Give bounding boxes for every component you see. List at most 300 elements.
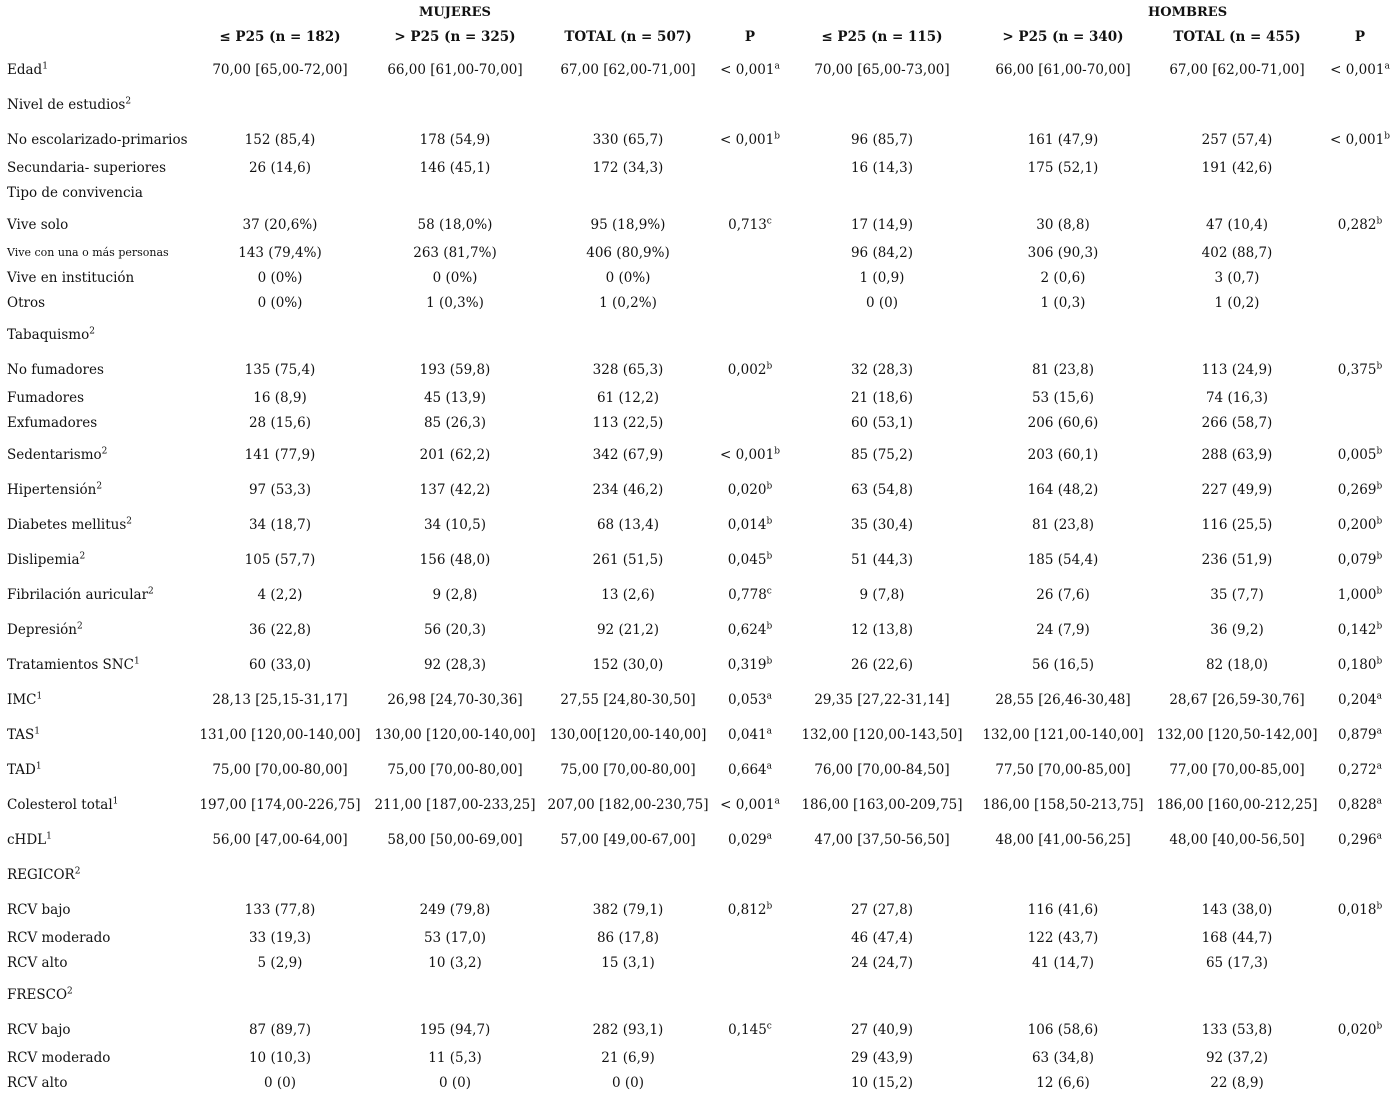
cell-value: 36 (9,2)	[1210, 621, 1264, 638]
value-cell	[542, 1070, 714, 1095]
table-row	[0, 350, 1394, 385]
cell-value: 2 (0,6)	[1040, 269, 1086, 286]
value-cell	[978, 820, 1148, 855]
row-label	[0, 240, 192, 265]
cell-value: 161 (47,9)	[1027, 131, 1099, 148]
row-label	[0, 85, 192, 120]
row-label	[0, 1070, 192, 1095]
table-row	[0, 385, 1394, 410]
p-value-cell	[1326, 435, 1394, 470]
value-cell	[542, 890, 714, 925]
cell-value: 28,67 [26,59-30,76]	[1169, 691, 1305, 708]
row-label-text: Tratamientos SNC	[7, 656, 134, 673]
cell-value: 282 (93,1)	[592, 1021, 664, 1038]
cell-value: 85 (26,3)	[423, 414, 487, 431]
cell-value: 197,00 [174,00-226,75]	[199, 796, 361, 813]
footnote-marker: 1	[46, 831, 52, 841]
value-cell	[542, 610, 714, 645]
cell-value: 113 (24,9)	[1201, 361, 1273, 378]
footnote-marker: 2	[76, 621, 83, 631]
value-cell	[786, 715, 978, 750]
footnote-marker: 2	[126, 516, 132, 526]
value-cell	[1148, 410, 1326, 435]
cell-value: 65 (17,3)	[1205, 954, 1269, 971]
cell-value: 26 (7,6)	[1036, 586, 1090, 603]
p-value-cell	[1326, 715, 1394, 750]
table-row	[0, 180, 1394, 205]
value-cell	[368, 385, 542, 410]
cell-value: 13 (2,6)	[601, 586, 655, 603]
p-value: 0,142	[1337, 621, 1377, 638]
cell-value: 0 (0%)	[257, 269, 303, 286]
test-marker: b	[1376, 621, 1383, 631]
cell-value: 10 (15,2)	[850, 1074, 914, 1091]
value-cell	[192, 85, 368, 120]
value-cell	[1148, 1010, 1326, 1045]
value-cell	[978, 470, 1148, 505]
value-cell	[1148, 785, 1326, 820]
p-value-cell	[714, 205, 786, 240]
value-cell	[786, 925, 978, 950]
value-cell	[368, 820, 542, 855]
cell-value: 288 (63,9)	[1201, 446, 1273, 463]
row-label-text: Dislipemia	[7, 551, 80, 568]
p-value-cell	[714, 750, 786, 785]
cell-value: 211,00 [187,00-233,25]	[374, 796, 536, 813]
value-cell	[1148, 1070, 1326, 1095]
cell-value: 85 (75,2)	[850, 446, 914, 463]
p-value-cell	[1326, 1010, 1394, 1045]
value-cell	[786, 435, 978, 470]
value-cell	[192, 785, 368, 820]
p-value: < 0,001	[720, 61, 775, 78]
p-value: 0,778	[728, 586, 767, 603]
value-cell	[368, 950, 542, 975]
value-cell	[368, 50, 542, 85]
test-marker: b	[1376, 656, 1383, 666]
cell-value: 4 (2,2)	[257, 586, 303, 603]
value-cell	[786, 315, 978, 350]
cell-value: 41 (14,7)	[1031, 954, 1095, 971]
footnote-marker: 1	[112, 796, 119, 806]
p-value: 0,041	[727, 726, 767, 743]
value-cell	[368, 575, 542, 610]
cell-value: 132,00 [120,00-143,50]	[801, 726, 963, 743]
test-marker: b	[774, 131, 781, 141]
cell-value: 28,55 [26,46-30,48]	[995, 691, 1131, 708]
p-value-cell	[1326, 505, 1394, 540]
p-value-cell	[1326, 85, 1394, 120]
cell-value: 306 (90,3)	[1027, 244, 1099, 261]
cell-value: 137 (42,2)	[419, 481, 491, 498]
value-cell	[786, 680, 978, 715]
row-label	[0, 890, 192, 925]
value-cell	[1148, 575, 1326, 610]
value-cell	[542, 470, 714, 505]
value-cell	[1148, 950, 1326, 975]
value-cell	[368, 315, 542, 350]
value-cell	[368, 540, 542, 575]
test-marker: b	[1376, 481, 1383, 491]
value-cell	[786, 205, 978, 240]
value-cell	[542, 385, 714, 410]
cell-value: 17 (14,9)	[850, 216, 914, 233]
row-label	[0, 715, 192, 750]
p-value: 1,000	[1337, 586, 1377, 603]
cell-value: 34 (18,7)	[248, 516, 312, 533]
row-label	[0, 505, 192, 540]
cell-value: 201 (62,2)	[419, 446, 491, 463]
p-value-cell	[1326, 1070, 1394, 1095]
cell-value: 29 (43,9)	[850, 1049, 914, 1066]
value-cell	[542, 575, 714, 610]
value-cell	[978, 155, 1148, 180]
footnote-marker: 2	[79, 551, 86, 561]
footnote-marker: 1	[133, 656, 140, 666]
cell-value: 249 (79,8)	[419, 901, 491, 918]
footnote-marker: 2	[74, 866, 81, 876]
value-cell	[368, 435, 542, 470]
row-label	[0, 975, 192, 1010]
value-cell	[1148, 315, 1326, 350]
value-cell	[786, 50, 978, 85]
footnote-marker: 2	[96, 481, 103, 491]
cell-value: 0 (0%)	[257, 294, 303, 311]
cell-value: 60 (53,1)	[850, 414, 914, 431]
cell-value: 70,00 [65,00-73,00]	[814, 61, 950, 78]
p-value: 0,272	[1337, 761, 1377, 778]
row-label	[0, 180, 192, 205]
cell-value: 1 (0,2)	[1214, 294, 1260, 311]
value-cell	[192, 290, 368, 315]
value-cell	[1148, 505, 1326, 540]
table-row	[0, 85, 1394, 120]
p-value-cell	[1326, 265, 1394, 290]
test-marker: a	[766, 761, 773, 771]
cell-value: 24 (7,9)	[1036, 621, 1090, 638]
footnote-marker: 1	[42, 61, 48, 71]
cell-value: 10 (3,2)	[428, 954, 482, 971]
cell-value: 16 (14,3)	[850, 159, 914, 176]
cell-value: 26 (14,6)	[248, 159, 312, 176]
cell-value: 195 (94,7)	[419, 1021, 491, 1038]
cell-value: 146 (45,1)	[419, 159, 491, 176]
cell-value: 21 (18,6)	[850, 389, 914, 406]
cell-value: 0 (0)	[611, 1074, 644, 1091]
test-marker: a	[774, 61, 780, 71]
p-value: 0,002	[727, 361, 767, 378]
value-cell	[978, 290, 1148, 315]
value-cell	[978, 240, 1148, 265]
value-cell	[786, 610, 978, 645]
table-row	[0, 155, 1394, 180]
p-value: 0,375	[1337, 361, 1377, 378]
cell-value: 51 (44,3)	[850, 551, 914, 568]
value-cell	[786, 1045, 978, 1070]
row-label	[0, 155, 192, 180]
value-cell	[542, 315, 714, 350]
value-cell	[542, 975, 714, 1010]
column-header: P	[1354, 29, 1366, 45]
cell-value: 81 (23,8)	[1031, 361, 1095, 378]
cell-value: 67,00 [62,00-71,00]	[560, 61, 696, 78]
table-row	[0, 505, 1394, 540]
value-cell	[978, 50, 1148, 85]
cell-value: 29,35 [27,22-31,14]	[814, 691, 950, 708]
row-label-text: Vive en institución	[7, 269, 135, 286]
p-value: 0,269	[1337, 481, 1377, 498]
value-cell	[1148, 855, 1326, 890]
group-header-row	[0, 0, 1394, 24]
p-value-cell	[714, 645, 786, 680]
value-cell	[786, 540, 978, 575]
p-value: < 0,001	[1330, 61, 1385, 78]
cell-value: 27 (40,9)	[850, 1021, 914, 1038]
cell-value: 5 (2,9)	[257, 954, 303, 971]
cell-value: 63 (54,8)	[850, 481, 914, 498]
p-value: 0,879	[1337, 726, 1377, 743]
value-cell	[192, 950, 368, 975]
test-marker: b	[766, 361, 773, 371]
p-value: 0,020	[1337, 1021, 1377, 1038]
cell-value: 130,00[120,00-140,00]	[549, 726, 707, 743]
test-marker: a	[1376, 691, 1383, 701]
value-cell	[368, 180, 542, 205]
value-cell	[786, 505, 978, 540]
value-cell	[1148, 385, 1326, 410]
cell-value: 81 (23,8)	[1031, 516, 1095, 533]
value-cell	[192, 540, 368, 575]
row-label	[0, 205, 192, 240]
p-value-cell	[714, 610, 786, 645]
value-cell	[542, 540, 714, 575]
cell-value: 382 (79,1)	[592, 901, 664, 918]
value-cell	[978, 385, 1148, 410]
value-cell	[192, 155, 368, 180]
row-label-text: TAS	[7, 726, 35, 743]
p-value-cell	[1326, 785, 1394, 820]
cell-value: 82 (18,0)	[1205, 656, 1269, 673]
table-row	[0, 750, 1394, 785]
table-row	[0, 680, 1394, 715]
table-row	[0, 265, 1394, 290]
footnote-marker: 2	[125, 96, 132, 106]
cell-value: 133 (77,8)	[244, 901, 316, 918]
p-value-cell	[714, 350, 786, 385]
p-value-cell	[714, 505, 786, 540]
table-row	[0, 540, 1394, 575]
table-row	[0, 240, 1394, 265]
column-header-row	[0, 24, 1394, 50]
value-cell	[1148, 205, 1326, 240]
row-label	[0, 350, 192, 385]
p-value-cell	[1326, 855, 1394, 890]
value-cell	[368, 610, 542, 645]
row-label-text: Colesterol total	[7, 796, 113, 813]
row-label-text: TAD	[7, 761, 36, 778]
row-label	[0, 610, 192, 645]
value-cell	[542, 925, 714, 950]
value-cell	[542, 50, 714, 85]
cell-value: 236 (51,9)	[1201, 551, 1273, 568]
p-value: 0,812	[727, 901, 767, 918]
value-cell	[978, 1010, 1148, 1045]
p-value-cell	[1326, 750, 1394, 785]
row-label	[0, 1010, 192, 1045]
cell-value: 87 (89,7)	[248, 1021, 312, 1038]
cell-value: 28,13 [25,15-31,17]	[212, 691, 348, 708]
p-value-cell	[714, 1045, 786, 1070]
cell-value: 206 (60,6)	[1027, 414, 1099, 431]
table-row	[0, 785, 1394, 820]
cell-value: 406 (80,9%)	[586, 244, 670, 261]
cell-value: 106 (58,6)	[1027, 1021, 1099, 1038]
value-cell	[192, 715, 368, 750]
p-value-cell	[1326, 890, 1394, 925]
cell-value: 68 (13,4)	[596, 516, 660, 533]
value-cell	[542, 785, 714, 820]
cell-value: 1 (0,2%)	[599, 294, 657, 311]
p-value-cell	[714, 180, 786, 205]
p-value-cell	[1326, 680, 1394, 715]
row-label-text: RCV bajo	[7, 901, 71, 918]
p-value-cell	[714, 715, 786, 750]
cell-value: 193 (59,8)	[419, 361, 491, 378]
p-value-cell	[714, 290, 786, 315]
cell-value: 132,00 [120,50-142,00]	[1156, 726, 1318, 743]
value-cell	[786, 975, 978, 1010]
p-value: 0,053	[727, 691, 767, 708]
p-value: < 0,001	[720, 796, 775, 813]
table-row	[0, 315, 1394, 350]
cell-value: 0 (0)	[263, 1074, 296, 1091]
test-marker: b	[774, 446, 781, 456]
p-value-cell	[714, 315, 786, 350]
cell-value: 191 (42,6)	[1201, 159, 1273, 176]
cell-value: 0 (0)	[438, 1074, 471, 1091]
row-label-text: Depresión	[7, 621, 77, 638]
value-cell	[192, 645, 368, 680]
row-label	[0, 470, 192, 505]
p-value-cell	[714, 435, 786, 470]
value-cell	[192, 180, 368, 205]
p-value-cell	[714, 385, 786, 410]
p-value-cell	[714, 1010, 786, 1045]
p-value: 0,282	[1337, 216, 1377, 233]
value-cell	[192, 1070, 368, 1095]
cell-value: 266 (58,7)	[1201, 414, 1273, 431]
table-row	[0, 205, 1394, 240]
value-cell	[786, 240, 978, 265]
row-label	[0, 435, 192, 470]
row-label	[0, 540, 192, 575]
cell-value: 203 (60,1)	[1027, 446, 1099, 463]
cell-value: 75,00 [70,00-80,00]	[387, 761, 523, 778]
cell-value: 96 (84,2)	[850, 244, 914, 261]
cell-value: 35 (7,7)	[1210, 586, 1264, 603]
cell-value: 227 (49,9)	[1201, 481, 1273, 498]
value-cell	[786, 575, 978, 610]
test-marker: b	[1384, 131, 1391, 141]
p-value: < 0,001	[1329, 131, 1385, 148]
value-cell	[368, 1070, 542, 1095]
cell-value: 330 (65,7)	[592, 131, 664, 148]
table-row	[0, 950, 1394, 975]
value-cell	[786, 385, 978, 410]
value-cell	[1148, 645, 1326, 680]
cell-value: 28 (15,6)	[248, 414, 312, 431]
value-cell	[786, 855, 978, 890]
cell-value: 56 (20,3)	[423, 621, 487, 638]
value-cell	[192, 50, 368, 85]
cell-value: 0 (0)	[865, 294, 898, 311]
p-value-cell	[714, 785, 786, 820]
p-value-cell	[714, 240, 786, 265]
test-marker: b	[766, 656, 773, 666]
cell-value: 156 (48,0)	[419, 551, 491, 568]
table-row	[0, 120, 1394, 155]
cell-value: 178 (54,9)	[419, 131, 491, 148]
cell-value: 152 (85,4)	[244, 131, 316, 148]
row-label-text: Fibrilación auricular	[7, 586, 149, 603]
value-cell	[978, 540, 1148, 575]
cell-value: 175 (52,1)	[1027, 159, 1099, 176]
value-cell	[542, 240, 714, 265]
value-cell	[542, 155, 714, 180]
value-cell	[978, 120, 1148, 155]
table-row	[0, 470, 1394, 505]
row-label-text: RCV alto	[7, 954, 68, 971]
column-header: P	[744, 29, 756, 45]
value-cell	[978, 715, 1148, 750]
group-men-title: HOMBRES	[1148, 4, 1228, 20]
value-cell	[1148, 610, 1326, 645]
value-cell	[1148, 470, 1326, 505]
p-value-cell	[1326, 385, 1394, 410]
row-label-text: Otros	[7, 294, 46, 311]
cell-value: 35 (30,4)	[850, 516, 914, 533]
value-cell	[978, 1045, 1148, 1070]
table-row	[0, 715, 1394, 750]
row-label-text: RCV bajo	[7, 1021, 71, 1038]
row-label	[0, 410, 192, 435]
row-label-text: Vive con una o más personas	[7, 246, 169, 259]
value-cell	[192, 315, 368, 350]
value-cell	[542, 505, 714, 540]
p-value: < 0,001	[719, 131, 775, 148]
cell-value: 53 (15,6)	[1031, 389, 1095, 406]
value-cell	[542, 680, 714, 715]
group-women-title: MUJERES	[419, 4, 491, 20]
value-cell	[978, 350, 1148, 385]
value-cell	[978, 1070, 1148, 1095]
value-cell	[368, 890, 542, 925]
cell-value: 77,50 [70,00-85,00]	[995, 761, 1131, 778]
cell-value: 27 (27,8)	[850, 901, 914, 918]
test-marker: a	[1376, 831, 1383, 841]
p-value: 0,713	[728, 216, 767, 233]
p-value: < 0,001	[719, 446, 775, 463]
cell-value: 57,00 [49,00-67,00]	[560, 831, 696, 848]
p-value-cell	[1326, 575, 1394, 610]
value-cell	[368, 785, 542, 820]
row-label	[0, 785, 192, 820]
p-value-cell	[1326, 610, 1394, 645]
value-cell	[978, 855, 1148, 890]
p-value-cell	[714, 410, 786, 435]
value-cell	[786, 470, 978, 505]
value-cell	[542, 85, 714, 120]
